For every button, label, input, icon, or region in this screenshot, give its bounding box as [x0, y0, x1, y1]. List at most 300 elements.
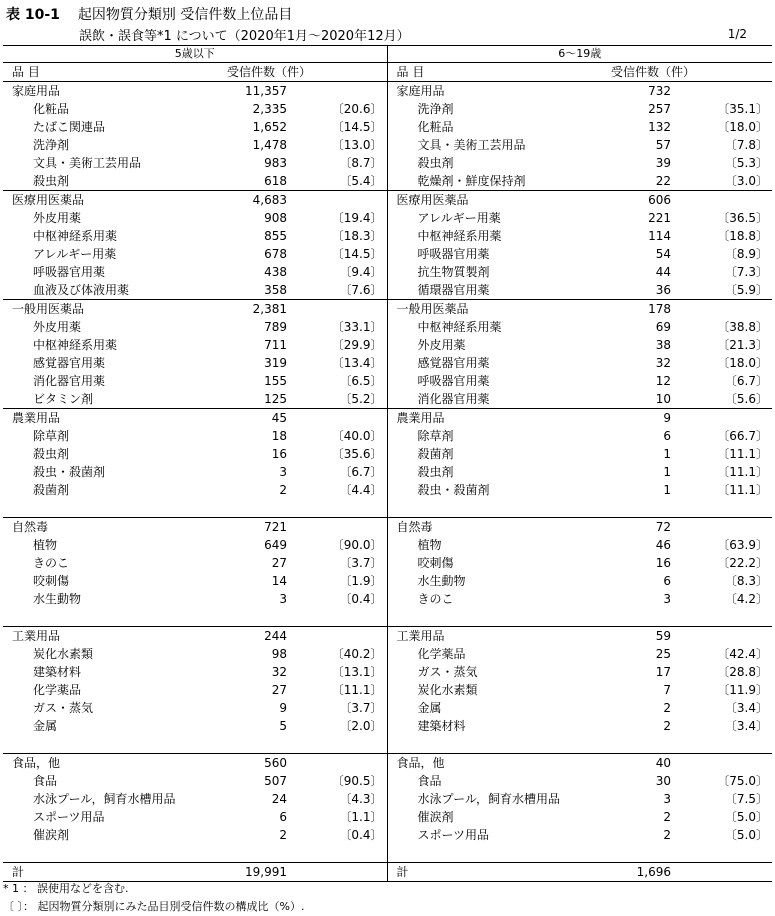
- item-row: [3, 390, 772, 409]
- item-name: きのこ: [417, 592, 454, 606]
- item-count: 3: [279, 592, 287, 606]
- item-row: [3, 554, 772, 572]
- category-name: 食品，他: [3, 754, 213, 773]
- item-count: 155: [264, 374, 287, 388]
- category-count: 2,381: [213, 300, 295, 319]
- item-row: [3, 118, 772, 136]
- item-percentage: 〔5.0〕: [724, 810, 768, 824]
- item-count: 114: [648, 229, 671, 243]
- item-percentage: 〔0.4〕: [295, 590, 387, 608]
- item-name: 食品: [417, 774, 442, 788]
- item-row: [3, 427, 772, 445]
- item-count: 22: [655, 174, 671, 188]
- item-row: [3, 263, 772, 281]
- item-name: 中枢神経系用薬: [417, 320, 502, 334]
- item-percentage: 〔7.5〕: [724, 792, 768, 806]
- category-count: 606: [597, 191, 679, 210]
- item-percentage: 〔7.8〕: [724, 138, 768, 152]
- item-count: 789: [264, 320, 287, 334]
- item-name: 循環器官用薬: [417, 283, 490, 297]
- item-percentage: 〔11.1〕: [717, 465, 768, 479]
- item-row: [3, 336, 772, 354]
- item-name: 植物: [417, 538, 442, 552]
- item-percentage: 〔2.0〕: [295, 717, 387, 735]
- item-percentage: 〔66.7〕: [717, 429, 768, 443]
- item-count: 507: [264, 774, 287, 788]
- empty-cell: [597, 844, 679, 863]
- item-name: 化粧品: [417, 120, 454, 134]
- item-row: [3, 808, 772, 826]
- item-count: 2: [279, 828, 287, 842]
- item-row: [3, 154, 772, 172]
- item-row: [3, 735, 772, 754]
- empty-cell: [213, 844, 295, 863]
- item-percentage: 〔42.4〕: [717, 647, 768, 661]
- item-percentage: 〔14.5〕: [295, 245, 387, 263]
- item-row: [3, 608, 772, 627]
- item-count: 132: [648, 120, 671, 134]
- item-percentage: 〔28.8〕: [717, 665, 768, 679]
- empty-cell: [295, 754, 387, 773]
- item-name: 外皮用薬: [33, 320, 82, 334]
- item-row: [3, 481, 772, 499]
- item-row: [3, 172, 772, 191]
- category-count: 72: [597, 518, 679, 537]
- item-percentage: 〔19.4〕: [295, 209, 387, 227]
- item-count: 618: [264, 174, 287, 188]
- item-row: [3, 572, 772, 590]
- footnotes: [3, 880, 304, 916]
- category-count: 45: [213, 409, 295, 428]
- empty-cell: [295, 300, 387, 319]
- item-count: 16: [271, 447, 287, 461]
- item-name: 文具・美術工芸用品: [33, 156, 142, 170]
- item-count: 12: [655, 374, 671, 388]
- item-count: 25: [655, 647, 671, 661]
- item-percentage: 〔20.6〕: [295, 100, 387, 118]
- item-count: 18: [271, 429, 287, 443]
- item-percentage: 〔40.0〕: [295, 427, 387, 445]
- category-row: [3, 82, 772, 101]
- item-count: 908: [264, 211, 287, 225]
- item-percentage: 〔0.4〕: [295, 826, 387, 844]
- item-row: [3, 645, 772, 663]
- empty-cell: [295, 518, 387, 537]
- item-name: 消化器官用薬: [33, 374, 106, 388]
- empty-cell: [295, 191, 387, 210]
- item-name: 洗浄剤: [33, 138, 70, 152]
- item-count: 98: [271, 647, 287, 661]
- category-count: 244: [213, 627, 295, 646]
- item-count: 2: [663, 828, 671, 842]
- item-count: 221: [648, 211, 671, 225]
- item-percentage: 〔5.6〕: [724, 392, 768, 406]
- age-group-left: 5歳以下: [3, 46, 387, 63]
- empty-cell: [597, 735, 679, 754]
- item-row: [3, 463, 772, 481]
- item-percentage: 〔11.1〕: [295, 681, 387, 699]
- empty-cell: [679, 627, 772, 646]
- item-percentage: 〔18.3〕: [295, 227, 387, 245]
- item-row: [3, 354, 772, 372]
- footnote: * 1 ： 誤使用などを含む.: [3, 882, 129, 895]
- item-name: 植物: [33, 538, 58, 552]
- item-name: 乾燥剤・鮮度保持剤: [417, 174, 526, 188]
- empty-cell: [679, 518, 772, 537]
- item-percentage: 〔5.9〕: [724, 283, 768, 297]
- category-row: [3, 518, 772, 537]
- empty-cell: [213, 608, 295, 627]
- category-name: 医療用医薬品: [387, 191, 597, 210]
- item-name: 水泳プール，飼育水槽用品: [33, 792, 176, 806]
- item-name: ガス・蒸気: [33, 701, 94, 715]
- item-count: 69: [655, 320, 671, 334]
- item-percentage: 〔1.9〕: [295, 572, 387, 590]
- item-count: 10: [655, 392, 671, 406]
- item-name: 呼吸器官用薬: [417, 374, 490, 388]
- item-row: [3, 717, 772, 735]
- total-label: 計: [3, 863, 213, 882]
- item-percentage: 〔3.7〕: [295, 699, 387, 717]
- item-name: 殺菌剤: [33, 483, 70, 497]
- item-percentage: 〔18.0〕: [717, 356, 768, 370]
- category-row: [3, 627, 772, 646]
- item-count: 358: [264, 283, 287, 297]
- item-count: 2: [663, 719, 671, 733]
- total-count-left: 19,991: [213, 863, 295, 882]
- item-count: 46: [655, 538, 671, 552]
- item-name: 呼吸器官用薬: [417, 247, 490, 261]
- item-count: 711: [264, 338, 287, 352]
- item-name: 化粧品: [33, 102, 70, 116]
- item-percentage: 〔5.3〕: [724, 156, 768, 170]
- empty-cell: [387, 499, 597, 518]
- empty-cell: [295, 627, 387, 646]
- category-row: [3, 754, 772, 773]
- item-count: 3: [279, 465, 287, 479]
- item-count: 3: [663, 592, 671, 606]
- item-count: 257: [648, 102, 671, 116]
- item-count: 649: [264, 538, 287, 552]
- item-name: 殺虫剤: [33, 174, 70, 188]
- empty-cell: [295, 409, 387, 428]
- category-count: 40: [597, 754, 679, 773]
- category-row: [3, 191, 772, 210]
- item-count: 319: [264, 356, 287, 370]
- empty-cell: [679, 844, 772, 863]
- item-percentage: 〔3.0〕: [724, 174, 768, 188]
- item-count: 38: [655, 338, 671, 352]
- item-count: 983: [264, 156, 287, 170]
- age-header-row: [3, 46, 772, 63]
- item-percentage: 〔8.9〕: [724, 247, 768, 261]
- item-row: [3, 281, 772, 300]
- page-indicator: 1/2: [727, 27, 747, 41]
- item-percentage: 〔7.6〕: [295, 281, 387, 300]
- item-name: 殺虫剤: [417, 465, 454, 479]
- empty-cell: [3, 608, 213, 627]
- empty-cell: [213, 735, 295, 754]
- category-count: 732: [597, 82, 679, 101]
- item-row: [3, 100, 772, 118]
- item-name: きのこ: [33, 556, 70, 570]
- empty-cell: [679, 409, 772, 428]
- item-percentage: 〔13.0〕: [295, 136, 387, 154]
- category-count: 560: [213, 754, 295, 773]
- category-name: 農業用品: [3, 409, 213, 428]
- item-name: 中枢神経系用薬: [33, 338, 118, 352]
- item-name: 文具・美術工芸用品: [417, 138, 526, 152]
- item-name: 外皮用薬: [33, 211, 82, 225]
- table-subtitle: 誤飲・誤食等*1 について（2020年1月～2020年12月）: [79, 29, 410, 44]
- item-name: 金属: [417, 701, 442, 715]
- item-row: [3, 209, 772, 227]
- item-count: 2,335: [252, 102, 287, 116]
- item-percentage: 〔4.3〕: [295, 790, 387, 808]
- item-count: 36: [655, 283, 671, 297]
- item-percentage: 〔6.7〕: [295, 463, 387, 481]
- column-header-row: [3, 63, 772, 82]
- item-row: [3, 136, 772, 154]
- category-count: 721: [213, 518, 295, 537]
- item-name: ガス・蒸気: [417, 665, 478, 679]
- table-body: [3, 82, 772, 863]
- table-title: 起因物質分類別 受信件数上位品目: [77, 7, 293, 23]
- item-count: 678: [264, 247, 287, 261]
- item-count: 1: [663, 465, 671, 479]
- empty-cell: [679, 754, 772, 773]
- item-name: 洗浄剤: [417, 102, 454, 116]
- item-count: 438: [264, 265, 287, 279]
- category-count: 11,357: [213, 82, 295, 101]
- item-name: 殺虫・殺菌剤: [33, 465, 106, 479]
- item-name: 化学薬品: [417, 647, 466, 661]
- item-percentage: 〔1.1〕: [295, 808, 387, 826]
- empty-cell: [679, 82, 772, 101]
- item-percentage: 〔40.2〕: [295, 645, 387, 663]
- item-name: 水泳プール，飼育水槽用品: [417, 792, 560, 806]
- item-count: 6: [279, 810, 287, 824]
- item-percentage: 〔29.9〕: [295, 336, 387, 354]
- item-percentage: 〔35.1〕: [717, 102, 768, 116]
- item-count: 57: [655, 138, 671, 152]
- item-percentage: 〔13.1〕: [295, 663, 387, 681]
- item-name: 水生動物: [33, 592, 82, 606]
- item-percentage: 〔36.5〕: [717, 211, 768, 225]
- table-number: 表 10-1: [6, 7, 60, 23]
- item-count: 27: [271, 556, 287, 570]
- category-name: 自然毒: [3, 518, 213, 537]
- item-percentage: 〔11.1〕: [717, 483, 768, 497]
- item-count: 7: [663, 683, 671, 697]
- item-name: 外皮用薬: [417, 338, 466, 352]
- empty-cell: [679, 863, 772, 882]
- item-name: 感覚器官用薬: [417, 356, 490, 370]
- item-count: 2: [279, 483, 287, 497]
- empty-cell: [679, 735, 772, 754]
- empty-cell: [3, 499, 213, 518]
- item-name: 中枢神経系用薬: [417, 229, 502, 243]
- item-percentage: 〔4.2〕: [724, 592, 768, 606]
- item-name: 建築材料: [33, 665, 82, 679]
- category-name: 工業用品: [387, 627, 597, 646]
- item-name: 炭化水素類: [417, 683, 478, 697]
- empty-cell: [3, 844, 213, 863]
- item-name: 消化器官用薬: [417, 392, 490, 406]
- category-name: 医療用医薬品: [3, 191, 213, 210]
- item-name: 炭化水素類: [33, 647, 94, 661]
- item-row: [3, 772, 772, 790]
- item-name: 水生動物: [417, 574, 466, 588]
- item-percentage: 〔4.4〕: [295, 481, 387, 499]
- item-percentage: 〔90.0〕: [295, 536, 387, 554]
- footnote: 〔 〕： 起因物質分類別にみた品目別受信件数の構成比（%）.: [3, 900, 305, 913]
- item-percentage: 〔14.5〕: [295, 118, 387, 136]
- item-row: [3, 790, 772, 808]
- item-header: 品 目: [3, 63, 213, 82]
- empty-cell: [295, 735, 387, 754]
- item-percentage: 〔22.2〕: [717, 556, 768, 570]
- empty-cell: [679, 499, 772, 518]
- item-count: 6: [663, 574, 671, 588]
- item-name: 咬刺傷: [417, 556, 454, 570]
- item-percentage: 〔38.8〕: [717, 320, 768, 334]
- empty-cell: [679, 300, 772, 319]
- item-percentage: 〔11.1〕: [717, 447, 768, 461]
- item-name: ビタミン剤: [33, 392, 94, 406]
- item-row: [3, 227, 772, 245]
- item-row: [3, 536, 772, 554]
- item-name: 建築材料: [417, 719, 466, 733]
- item-count: 1: [663, 483, 671, 497]
- item-name: たばこ関連品: [33, 120, 106, 134]
- item-percentage: 〔33.1〕: [295, 318, 387, 336]
- item-count: 2: [663, 701, 671, 715]
- empty-cell: [387, 844, 597, 863]
- item-count: 855: [264, 229, 287, 243]
- item-count: 1,478: [252, 138, 287, 152]
- count-header: 受信件数（件）: [597, 63, 772, 82]
- empty-cell: [387, 608, 597, 627]
- item-name: 除草剤: [33, 429, 70, 443]
- item-name: 殺虫剤: [417, 156, 454, 170]
- item-percentage: 〔13.4〕: [295, 354, 387, 372]
- item-percentage: 〔18.8〕: [717, 229, 768, 243]
- item-count: 2: [663, 810, 671, 824]
- item-count: 6: [663, 429, 671, 443]
- item-row: [3, 699, 772, 717]
- item-count: 39: [655, 156, 671, 170]
- item-name: 咬刺傷: [33, 574, 70, 588]
- age-group-right: 6～19歳: [387, 46, 772, 63]
- category-name: 自然毒: [387, 518, 597, 537]
- item-percentage: 〔8.7〕: [295, 154, 387, 172]
- total-label: 計: [387, 863, 597, 882]
- item-percentage: 〔3.7〕: [295, 554, 387, 572]
- item-count: 1,652: [252, 120, 287, 134]
- item-row: [3, 445, 772, 463]
- item-percentage: 〔11.9〕: [717, 683, 768, 697]
- item-count: 32: [655, 356, 671, 370]
- item-name: 催涙剤: [33, 828, 70, 842]
- category-name: 工業用品: [3, 627, 213, 646]
- item-row: [3, 245, 772, 263]
- item-count: 125: [264, 392, 287, 406]
- empty-cell: [295, 844, 387, 863]
- empty-cell: [213, 499, 295, 518]
- empty-cell: [295, 863, 387, 882]
- item-name: 殺虫剤: [33, 447, 70, 461]
- item-name: 殺虫・殺菌剤: [417, 483, 490, 497]
- empty-cell: [679, 608, 772, 627]
- item-name: 食品: [33, 774, 58, 788]
- item-name: 催涙剤: [417, 810, 454, 824]
- item-row: [3, 499, 772, 518]
- total-row: [3, 863, 772, 882]
- item-percentage: 〔5.0〕: [724, 828, 768, 842]
- empty-cell: [597, 608, 679, 627]
- item-percentage: 〔3.4〕: [724, 701, 768, 715]
- item-name: 化学薬品: [33, 683, 82, 697]
- item-count: 30: [655, 774, 671, 788]
- category-name: 家庭用品: [387, 82, 597, 101]
- item-row: [3, 826, 772, 844]
- category-name: 一般用医薬品: [3, 300, 213, 319]
- item-count: 5: [279, 719, 287, 733]
- item-name: スポーツ用品: [417, 828, 490, 842]
- item-row: [3, 590, 772, 608]
- item-name: 中枢神経系用薬: [33, 229, 118, 243]
- item-count: 17: [655, 665, 671, 679]
- item-name: アレルギー用薬: [33, 247, 117, 261]
- item-percentage: 〔18.0〕: [717, 120, 768, 134]
- item-count: 1: [663, 447, 671, 461]
- empty-cell: [3, 735, 213, 754]
- category-name: 農業用品: [387, 409, 597, 428]
- item-count: 27: [271, 683, 287, 697]
- item-count: 14: [271, 574, 287, 588]
- item-name: スポーツ用品: [33, 810, 105, 824]
- category-count: 59: [597, 627, 679, 646]
- item-row: [3, 844, 772, 863]
- category-count: 4,683: [213, 191, 295, 210]
- item-percentage: 〔63.9〕: [717, 538, 768, 552]
- item-count: 32: [271, 665, 287, 679]
- item-name: 抗生物質製剤: [417, 265, 490, 279]
- item-name: 呼吸器官用薬: [33, 265, 106, 279]
- item-row: [3, 372, 772, 390]
- item-percentage: 〔5.2〕: [295, 390, 387, 409]
- category-count: 178: [597, 300, 679, 319]
- item-count: 44: [655, 265, 671, 279]
- empty-cell: [295, 608, 387, 627]
- item-count: 54: [655, 247, 671, 261]
- item-percentage: 〔75.0〕: [717, 774, 768, 788]
- empty-cell: [295, 499, 387, 518]
- category-count: 9: [597, 409, 679, 428]
- empty-cell: [387, 735, 597, 754]
- item-percentage: 〔5.4〕: [295, 172, 387, 191]
- item-percentage: 〔35.6〕: [295, 445, 387, 463]
- item-name: アレルギー用薬: [417, 211, 501, 225]
- empty-cell: [597, 499, 679, 518]
- item-percentage: 〔7.3〕: [724, 265, 768, 279]
- item-header: 品 目: [387, 63, 597, 82]
- category-name: 家庭用品: [3, 82, 213, 101]
- item-count: 24: [271, 792, 287, 806]
- item-row: [3, 681, 772, 699]
- item-count: 3: [663, 792, 671, 806]
